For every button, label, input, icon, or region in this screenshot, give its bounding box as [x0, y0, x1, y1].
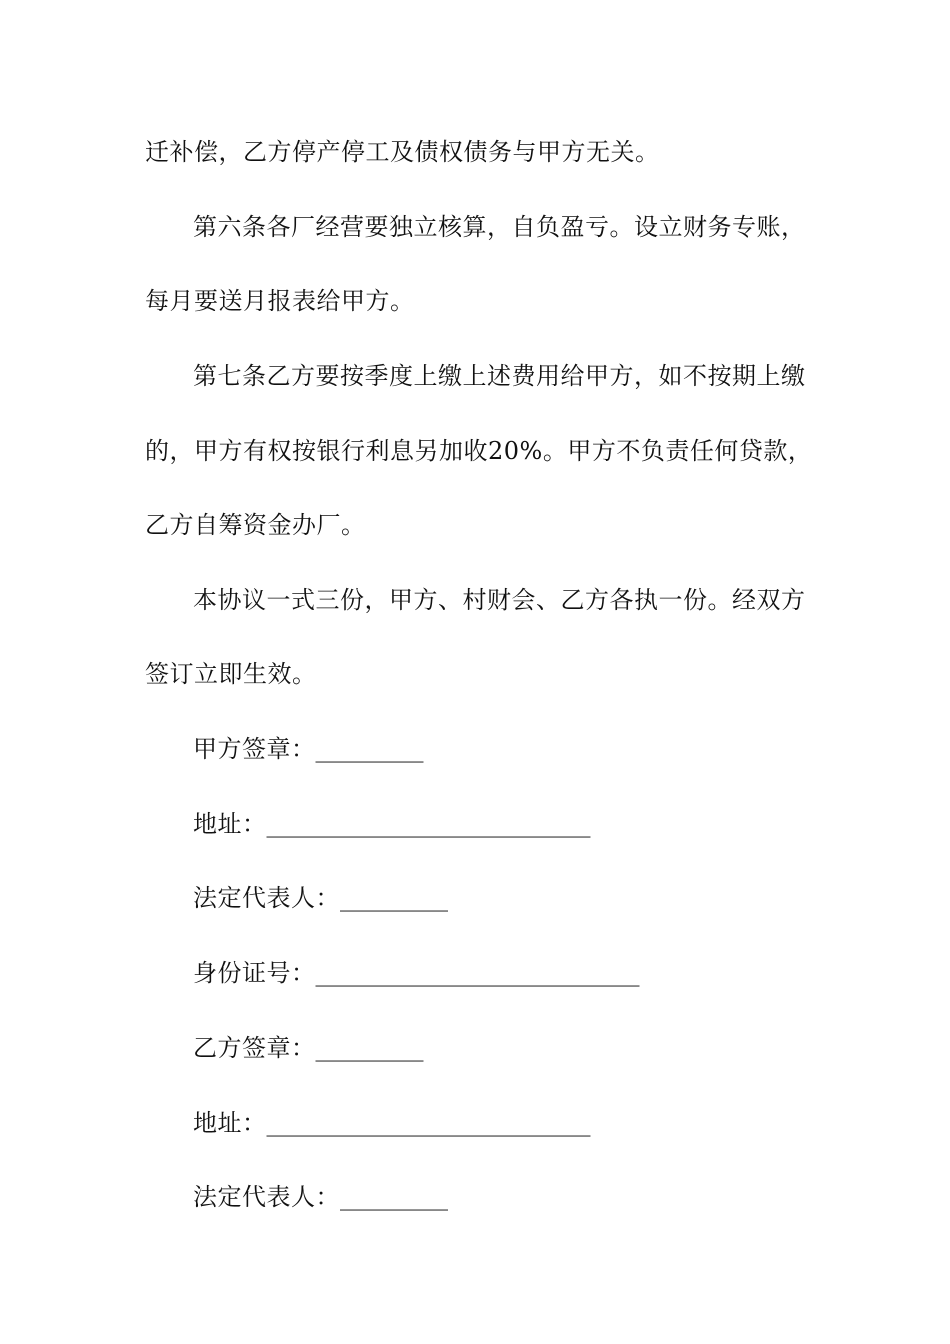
paragraph-line: 乙方自筹资金办厂。	[145, 511, 366, 539]
field-label: 地址：	[193, 1109, 267, 1137]
signature-blank: ___________________________	[266, 810, 591, 838]
signature-field-party-b-representative	[193, 1182, 815, 1212]
signature-field-party-b-seal	[193, 1033, 815, 1063]
paragraph-line: 的，甲方有权按银行利息另加收20%。甲方不负责任何贷款，	[145, 437, 813, 465]
paragraph-line: 第七条乙方要按季度上缴上述费用给甲方，如不按期上缴	[193, 362, 806, 390]
field-label: 乙方签章：	[193, 1034, 316, 1062]
signature-field-party-b-address	[193, 1108, 815, 1138]
paragraph-line: 签订立即生效。	[145, 660, 317, 688]
signature-field-id-number	[193, 958, 815, 988]
signature-blank: ___________________________	[315, 959, 640, 987]
paragraph-line: 本协议一式三份，甲方、村财会、乙方各执一份。经双方	[193, 586, 806, 614]
field-label: 法定代表人：	[193, 1183, 340, 1211]
paragraph-line: 迁补偿，乙方停产停工及债权债务与甲方无关。	[145, 138, 660, 166]
field-label: 甲方签章：	[193, 735, 316, 763]
signature-blank: _________	[315, 1034, 424, 1062]
signature-blank: ___________________________	[266, 1109, 591, 1137]
signature-blank: _________	[340, 884, 448, 912]
signature-field-party-a-address	[193, 809, 815, 839]
field-label: 法定代表人：	[193, 884, 340, 912]
field-label: 地址：	[193, 810, 267, 838]
field-label: 身份证号：	[193, 959, 316, 987]
signature-blank: _________	[315, 735, 424, 763]
paragraph-line: 第六条各厂经营要独立核算，自负盈亏。设立财务专账，	[193, 213, 806, 241]
signature-field-party-a-seal	[193, 734, 815, 764]
paragraph-line: 每月要送月报表给甲方。	[145, 287, 415, 315]
signature-field-party-a-representative	[193, 883, 815, 913]
signature-blank: _________	[340, 1183, 448, 1211]
